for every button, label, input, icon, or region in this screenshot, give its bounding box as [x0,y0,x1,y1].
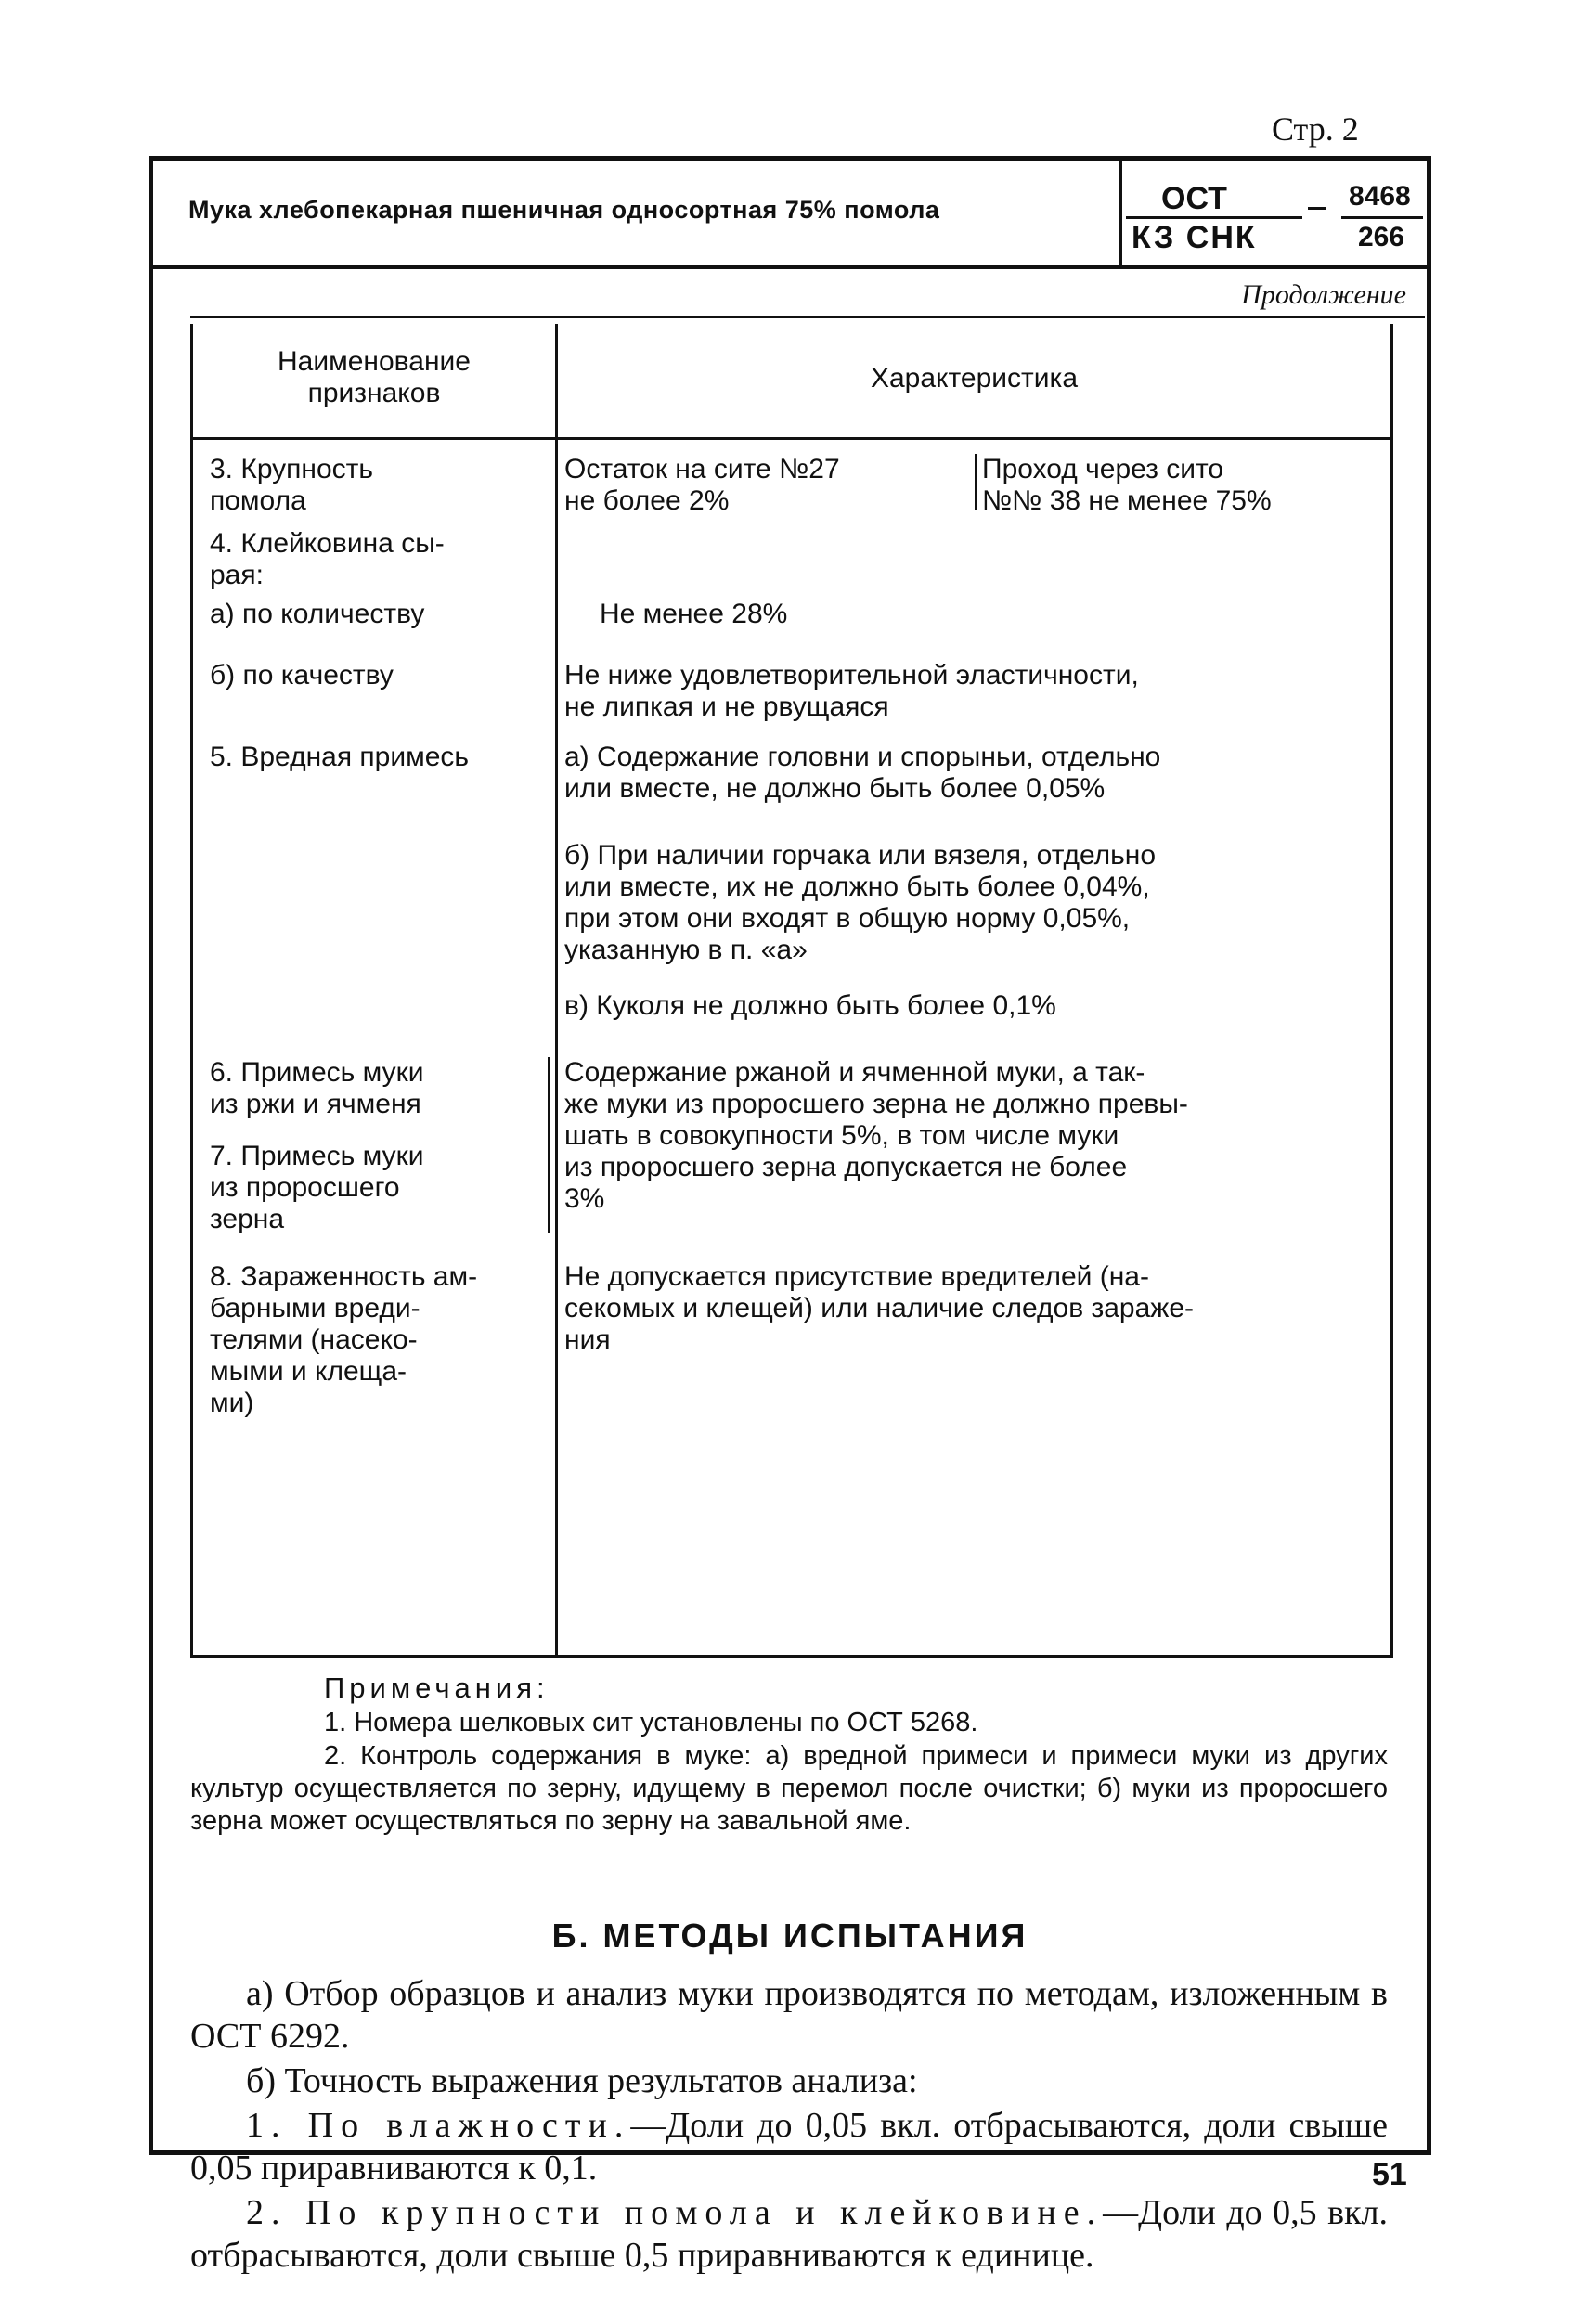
code-dash [1308,207,1326,210]
page-number: 51 [1372,2157,1407,2192]
paragraph-2-label: 2. По крупности помола и клейковине. [246,2193,1104,2232]
paragraph-1-label: 1. По влажности. [246,2106,631,2145]
paragraph-1-text: —Доли до 0,05 вкл. отбрасываются, доли свыше 0,05 приравниваются к 0,1. [190,2106,1388,2188]
row-5b-characteristic: б) При наличии горчака или вязеля, отдельно или вместе, их не должно быть более 0,04%, при этом они входят в общую норму 0,05%, указанную в п. «а» [564,840,1157,965]
standard-code [1119,161,1430,265]
row-4a-name: а) по количеству [210,599,425,629]
paragraph-2-text: —Доли до 0,5 вкл. отбрасываются, доли свыше 0,5 приравниваются к единице. [190,2193,1388,2275]
row-6-name: 6. Примесь муки из ржи и ячменя [210,1057,424,1119]
column-header-characteristic: Характеристика [870,363,1079,394]
header [153,161,1427,269]
row-5a-characteristic: а) Содержание головни и спорыньи, отдельно или вместе, не должно быть более 0,05% [564,742,1161,804]
fraction-line [1341,216,1423,219]
row-5c-characteristic: в) Куколя не должно быть более 0,1% [564,990,1056,1021]
continuation-rule [190,316,1425,318]
paragraph-b: б) Точность выражения результатов анализа: [246,2061,918,2100]
rows-6-7-bracket [548,1057,550,1233]
row-4b-characteristic: Не ниже удовлетворительной эластичности, не липкая и не рвущаяся [564,660,1139,722]
paragraph-a: а) Отбор образцов и анализ муки производятся по методам, изложенным в ОСТ 6292. [190,1974,1388,2056]
section-title: Б. МЕТОДЫ ИСПЫТАНИЯ [551,1917,1028,1955]
row-5-name: 5. Вредная примесь [210,742,470,772]
note-1: 1. Номера шелковых сит установлены по ОСТ 5268. [324,1708,978,1737]
organization-label: КЗ СНК [1132,220,1257,255]
document-title: Мука хлебопекарная пшеничная односортная 75% помола [188,196,940,224]
notes-title: Примечания: [324,1672,550,1704]
row-3-split [975,454,977,510]
row-4-name: 4. Клейковина сы- рая: [210,528,445,590]
page-label: Стр. 2 [1272,110,1359,148]
standard-label: ОСТ [1161,181,1227,216]
row-3-name: 3. Крупность помола [210,454,374,516]
row-8-characteristic: Не допускается присутствие вредителей (на- секомых и клещей) или наличие следов зараже- ния [564,1261,1195,1355]
row-3-left: Остаток на сите №27 не более 2% [564,454,840,516]
continuation-label: Продолжение [1241,279,1406,310]
row-7-name: 7. Примесь муки из проросшего зерна [210,1141,424,1234]
rows-6-7-characteristic: Содержание ржаной и ячменной муки, а так- же муки из проросшего зерна не должно превы- шать в совокупности 5%, в том числе муки из проросшего зерна допускается не более 3% [564,1057,1188,1214]
code-denominator: 266 [1358,222,1405,252]
row-4b-name: б) по качеству [210,660,394,691]
row-3-right: Проход через сито №№ 38 не менее 75% [982,454,1272,516]
row-8-name: 8. Зараженность ам- барными вреди- телями (насеко- мыми и клеща- ми) [210,1261,478,1418]
column-divider [555,324,558,1655]
note-2: 2. Контроль содержания в муке: а) вредной примеси и примеси муки из других культур осуществляется по зерну, идущему в перемол после очистки; б) муки из проросшего зерна может осуществляться по зерну на завальной яме. [190,1741,1388,1836]
requirements-table [190,324,1393,1658]
header-divider [193,437,1390,440]
row-4a-characteristic: Не менее 28% [600,599,788,629]
code-divider [1126,216,1302,219]
paragraph-2 [190,2191,1388,2277]
code-numerator: 8468 [1349,181,1411,212]
column-header-name: Наименование признаков [278,346,471,408]
paragraph-1 [190,2104,1388,2189]
